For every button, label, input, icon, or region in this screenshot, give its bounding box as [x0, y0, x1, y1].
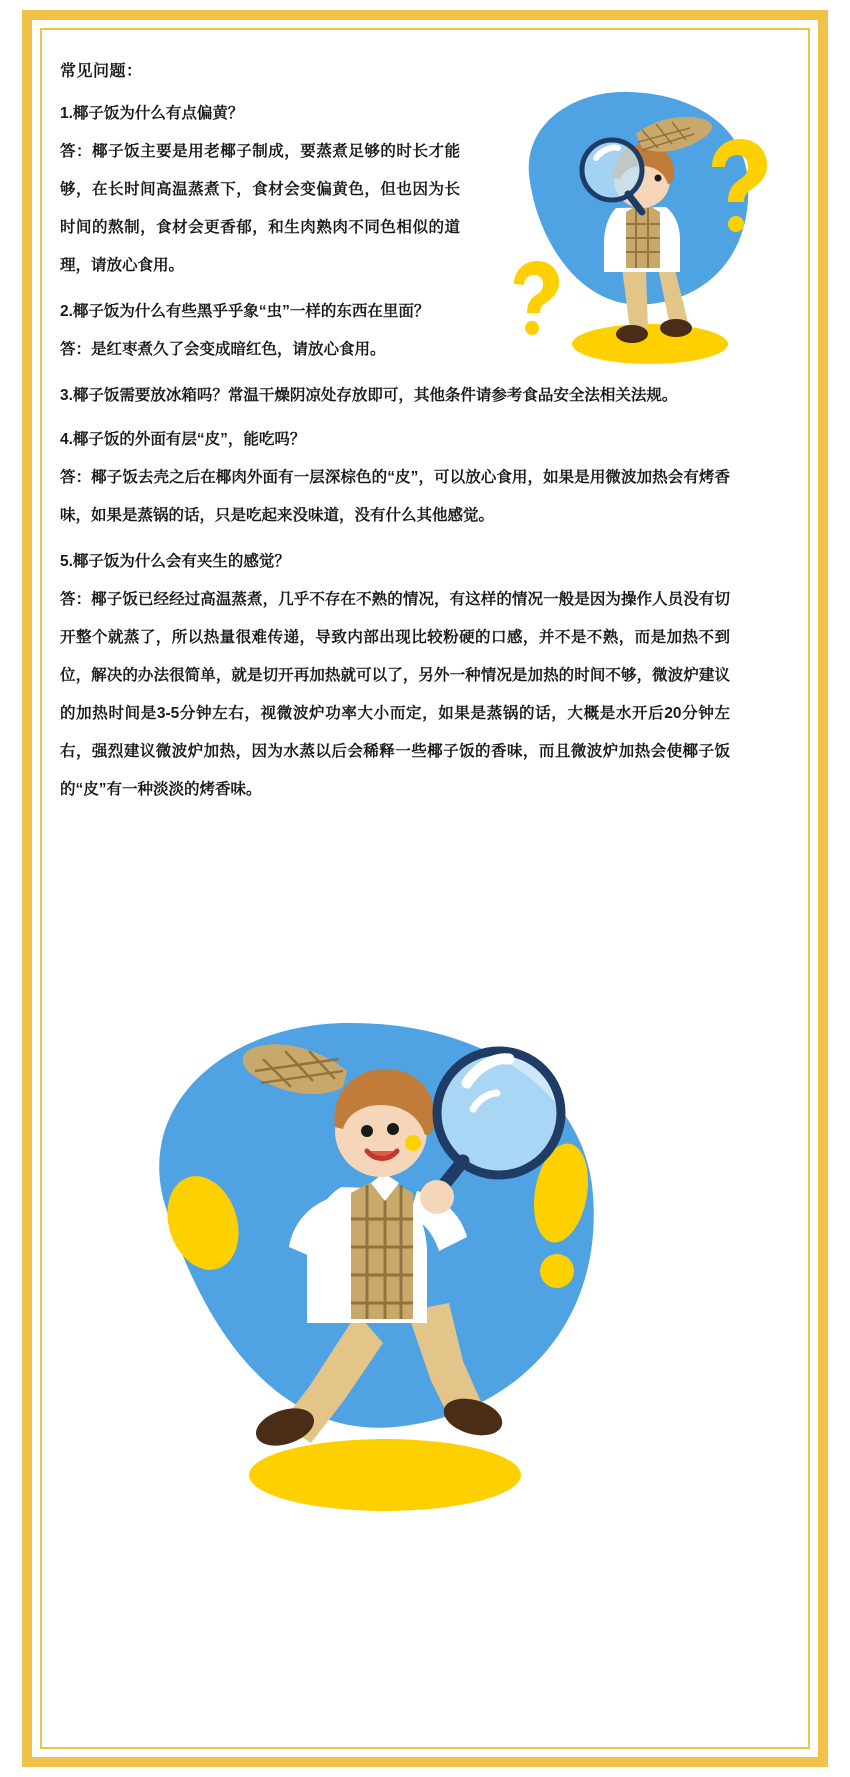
- faq-question-5: 5.椰子饭为什么会有夹生的感觉？: [60, 553, 290, 570]
- faq-question-4: 4.椰子饭的外面有层“皮”，能吃吗？: [60, 431, 306, 448]
- faq-question-1: 1.椰子饭为什么有点偏黄？: [60, 105, 244, 122]
- page-title: 常见问题：: [60, 63, 143, 80]
- faq-answer-4: 答：椰子饭去壳之后在椰肉外面有一层深棕色的“皮”，可以放心食用，如果是用微波加热会有烤香味，如果是蒸锅的话，只是吃起来没味道，没有什么其他感觉。: [60, 469, 730, 524]
- faq-answer-1: 答：椰子饭主要是用老椰子制成，要蒸煮足够的时长才能够，在长时间高温蒸煮下，食材会变偏黄色，但也因为长时间的熬制，食材会更香郁，和生肉熟肉不同色相似的道理，请放心食用。: [60, 143, 460, 274]
- faq-question-3: 3.椰子饭需要放冰箱吗？常温干燥阴凉处存放即可，其他条件请参考食品安全法相关法规。: [60, 387, 678, 404]
- faq-answer-2: 答：是红枣煮久了会变成暗红色，请放心食用。: [60, 341, 386, 358]
- faq-answer-5: 答：椰子饭已经经过高温蒸煮，几乎不存在不熟的情况，有这样的情况一般是因为操作人员没有切开整个就蒸了，所以热量很难传递，导致内部出现比较粉硬的口感，并不是不熟，而是加热不到位，解决的办法很简单，就是切开再加热就可以了，另外一种情况是加热的时间不够，微波炉建议的加热时间是3-5分钟左右，视微波炉功率大小而定，如果是蒸锅的话，大概是水开后20分钟左右，强烈建议微波炉加热，因为水蒸以后会稀释一些椰子饭的香味，而且微波炉加热会使椰子饭的“皮”有一种淡淡的烤香味。: [60, 591, 730, 798]
- detective-with-magnifier-illustration: [490, 72, 780, 372]
- detective-running-with-magnifier-illustration: [95, 975, 655, 1535]
- faq-question-2: 2.椰子饭为什么有些黑乎乎象“虫”一样的东西在里面？: [60, 303, 430, 320]
